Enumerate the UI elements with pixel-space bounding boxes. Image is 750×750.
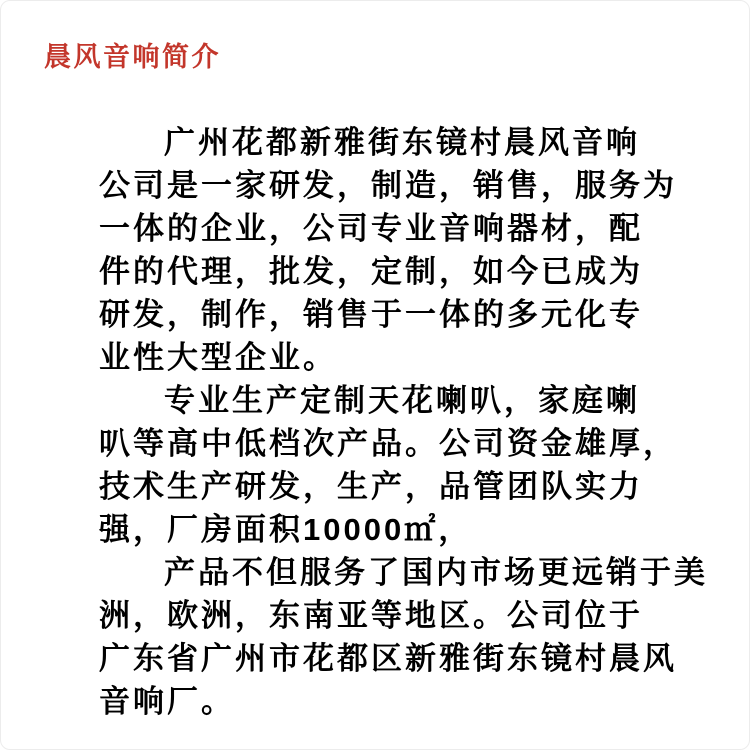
paragraph-production xyxy=(99,379,709,551)
text-line: 音响厂。 xyxy=(99,684,235,719)
paragraph-markets-location xyxy=(99,551,709,723)
text-line: 广东省广州市花都区新雅街东镜村晨风 xyxy=(99,641,677,676)
text-line: 公司是一家研发，制造，销售，服务为 xyxy=(99,168,677,203)
text-line: 广州花都新雅街东镜村晨风音响 xyxy=(164,125,640,160)
text-line: 叭等高中低档次产品。公司资金雄厚， xyxy=(99,426,677,461)
text-line: 产品不但服务了国内市场更远销于美 xyxy=(164,555,708,590)
text-line: 技术生产研发，生产，品管团队实力 xyxy=(99,469,643,504)
text-line: 专业生产定制天花喇叭，家庭喇 xyxy=(164,383,640,418)
paragraph-company-overview xyxy=(99,121,709,379)
text-line: 洲，欧洲，东南亚等地区。公司位于 xyxy=(99,598,643,633)
text-line: 强，厂房面积10000㎡， xyxy=(99,512,473,547)
text-line: 业性大型企业。 xyxy=(99,340,337,375)
text-line: 一体的企业，公司专业音响器材，配 xyxy=(99,211,643,246)
text-line: 研发，制作，销售于一体的多元化专 xyxy=(99,297,643,332)
page-title: 晨风音响简介 xyxy=(44,42,221,72)
text-line: 件的代理，批发，定制，如今已成为 xyxy=(99,254,643,289)
article-body xyxy=(99,121,709,723)
